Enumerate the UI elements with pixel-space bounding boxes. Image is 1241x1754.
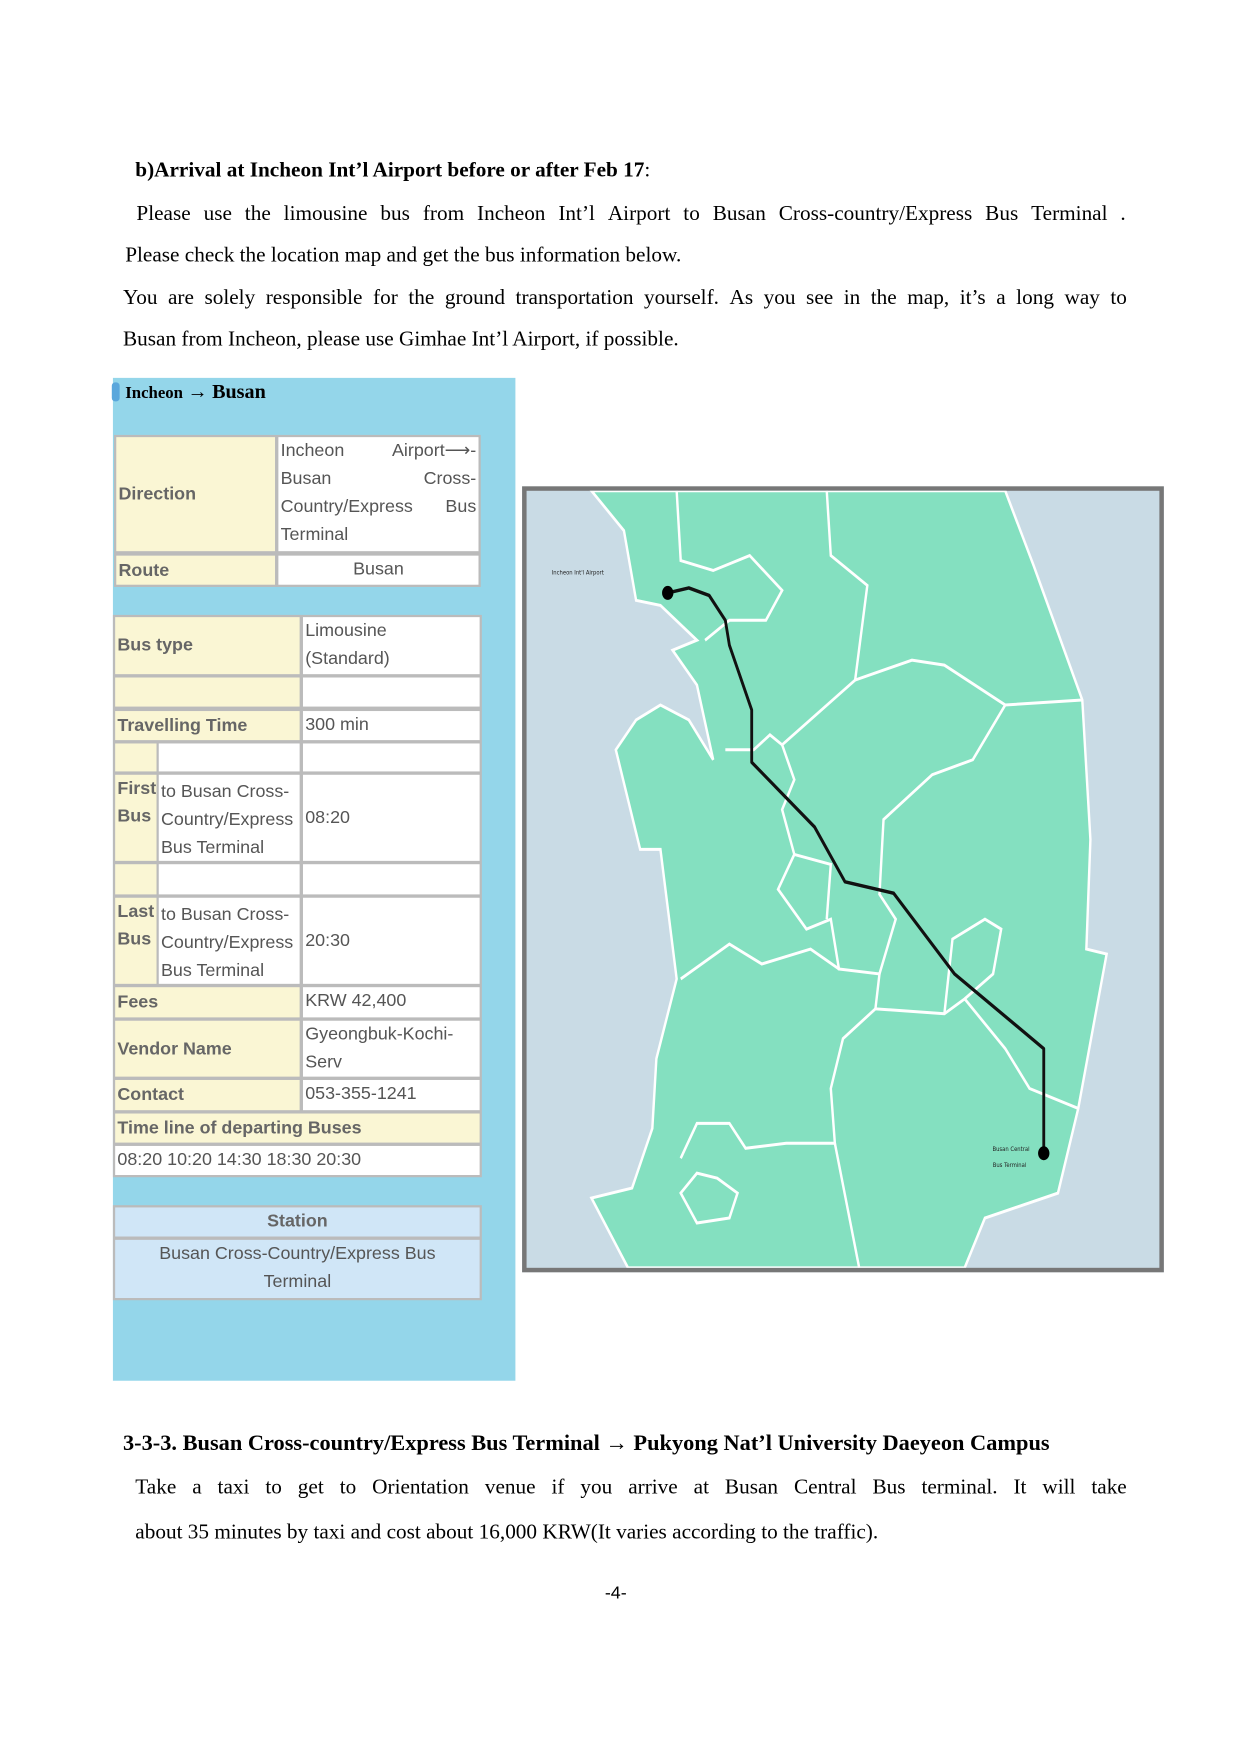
empty-value <box>303 678 480 707</box>
word: Incheon <box>477 202 546 226</box>
cell-line <box>281 465 477 493</box>
word: Busan <box>712 202 766 226</box>
empty-value <box>303 743 480 771</box>
word: Cross-country/Express <box>778 202 973 226</box>
bullet-marker <box>112 382 120 401</box>
cell-text: Incheon <box>280 441 345 461</box>
word: map, <box>907 286 950 310</box>
word: limousine <box>283 202 368 226</box>
word: Central <box>793 1475 857 1500</box>
end-marker <box>1038 1146 1049 1160</box>
word: . <box>1120 202 1126 226</box>
empty-label <box>115 864 156 894</box>
word: Take <box>135 1475 177 1500</box>
empty-label <box>115 743 156 771</box>
word: Orientation <box>372 1475 469 1500</box>
empty-value <box>303 864 480 894</box>
word: long <box>1016 286 1054 310</box>
section-line-2: about 35 minutes by taxi and cost about 16,000 KRW(It varies according to the traffic). <box>135 1520 879 1544</box>
word: if <box>551 1475 565 1500</box>
section-heading: 3-3-3. Busan Cross-country/Express Bus Terminal → Pukyong Nat’l University Daeyeon Campus <box>122 1431 1050 1456</box>
cell-line: Serv <box>305 1053 343 1073</box>
cell-line: Last <box>117 902 155 922</box>
word: to <box>265 1475 282 1500</box>
cell-line: Terminal <box>263 1272 332 1292</box>
word: As <box>729 286 754 310</box>
cell-text: Busan <box>280 469 332 489</box>
cell-line: Busan Cross-Country/Express Bus <box>159 1244 436 1264</box>
word: Int’l <box>558 202 595 226</box>
word: take <box>1091 1475 1127 1500</box>
cell-line: Country/Express <box>160 933 294 953</box>
panel-title: Incheon → Busan <box>125 380 266 403</box>
intro-line-3 <box>123 286 1127 311</box>
timeline-value: 08:20 10:20 14:30 18:30 20:30 <box>115 1146 479 1175</box>
word: ground <box>444 286 506 310</box>
word: in <box>843 286 861 310</box>
station-label: Station <box>115 1207 479 1236</box>
end-label-2: Bus Terminal <box>992 1162 1027 1170</box>
arrival-heading: b)Arrival at Incheon Int’l Airport before or after Feb 17: <box>135 158 651 183</box>
word: Please <box>136 202 191 226</box>
direction-value <box>278 437 478 551</box>
route-map <box>522 486 1164 1272</box>
word: Terminal <box>1031 202 1108 226</box>
cell-text: Bus <box>445 497 477 517</box>
word: Airport <box>607 202 671 226</box>
word: the <box>408 286 435 310</box>
word: for <box>373 286 398 310</box>
end-label-1: Busan Central <box>992 1146 1030 1153</box>
cell-line: to Busan Cross- <box>160 782 290 802</box>
cell-line: First <box>117 779 157 799</box>
first-bus-destination <box>159 775 300 861</box>
word: yourself. <box>644 286 719 310</box>
word: will <box>1042 1475 1076 1500</box>
fees-value: KRW 42,400 <box>303 987 480 1017</box>
word: use <box>203 202 232 226</box>
word: from <box>422 202 465 226</box>
word: at <box>693 1475 710 1500</box>
last-bus-time: 20:30 <box>303 898 480 984</box>
direction-label: Direction <box>116 437 275 551</box>
cell-line: Bus Terminal <box>160 961 265 981</box>
word: Bus <box>985 202 1019 226</box>
cell-line: Gyeongbuk-Kochi- <box>305 1025 454 1045</box>
cell-line: Limousine <box>305 621 387 641</box>
empty-value <box>159 864 300 894</box>
word: to <box>1110 286 1127 310</box>
word: Busan <box>724 1475 779 1500</box>
word: you <box>580 1475 613 1500</box>
word: the <box>870 286 897 310</box>
fees-label: Fees <box>115 987 299 1017</box>
cell-line: Bus <box>117 930 152 950</box>
page-number: -4- <box>604 1584 627 1604</box>
intro-line-4: Busan from Incheon, please use Gimhae Int’l Airport, if possible. <box>122 327 679 352</box>
contact-label: Contact <box>115 1080 299 1110</box>
word: You <box>122 286 158 310</box>
cell-line <box>281 437 477 465</box>
cell-line: Bus Terminal <box>160 838 265 858</box>
cell-line: Terminal <box>280 525 349 545</box>
word: you <box>763 286 796 310</box>
word: are <box>167 286 194 310</box>
contact-value: 053-355-1241 <box>303 1080 480 1110</box>
word: way <box>1064 286 1100 310</box>
first-bus-time: 08:20 <box>303 775 480 861</box>
intro-line-1 <box>136 202 1125 227</box>
route-value: Busan <box>278 556 478 585</box>
last-bus-label <box>115 898 156 984</box>
word: solely <box>204 286 256 310</box>
bus-type-value <box>303 617 480 674</box>
word: see <box>806 286 834 310</box>
cell-text: Country/Express <box>280 497 413 517</box>
cell-line: Country/Express <box>160 810 294 830</box>
word: arrive <box>628 1475 678 1500</box>
word: It <box>1013 1475 1027 1500</box>
word: the <box>244 202 271 226</box>
word: get <box>297 1475 324 1500</box>
vendor-label: Vendor Name <box>115 1021 299 1077</box>
cell-line: to Busan Cross- <box>160 905 290 925</box>
word: responsible <box>265 286 363 310</box>
travel-time-label: Travelling Time <box>115 711 299 740</box>
cell-text: Cross- <box>423 469 477 489</box>
word: venue <box>484 1475 536 1500</box>
word: taxi <box>217 1475 250 1500</box>
empty-value <box>159 743 300 771</box>
cell-text: Airport⟶- <box>391 441 477 461</box>
bus-type-label: Bus type <box>115 617 299 674</box>
word: terminal. <box>921 1475 998 1500</box>
first-bus-label <box>115 775 156 861</box>
timeline-label: Time line of departing Buses <box>115 1114 479 1143</box>
empty-label <box>115 678 299 707</box>
word: to <box>339 1475 357 1500</box>
word: a <box>996 286 1006 310</box>
word: a <box>192 1475 202 1500</box>
travel-time-value: 300 min <box>303 711 480 740</box>
word: bus <box>380 202 410 226</box>
route-label: Route <box>116 556 275 585</box>
word: to <box>683 202 700 226</box>
cell-line: (Standard) <box>305 649 390 669</box>
cell-line: Bus <box>117 807 152 827</box>
section-line-1 <box>135 1476 1127 1501</box>
vendor-value <box>303 1021 480 1077</box>
word: it’s <box>959 286 986 310</box>
intro-line-2: Please check the location map and get the bus information below. <box>125 243 682 268</box>
start-marker <box>662 586 673 600</box>
last-bus-destination <box>159 898 300 984</box>
word: Bus <box>872 1475 906 1500</box>
cell-line <box>281 493 477 521</box>
word: transportation <box>515 286 634 310</box>
start-label: Incheon Int'l Airport <box>551 570 604 577</box>
station-value <box>115 1240 479 1298</box>
